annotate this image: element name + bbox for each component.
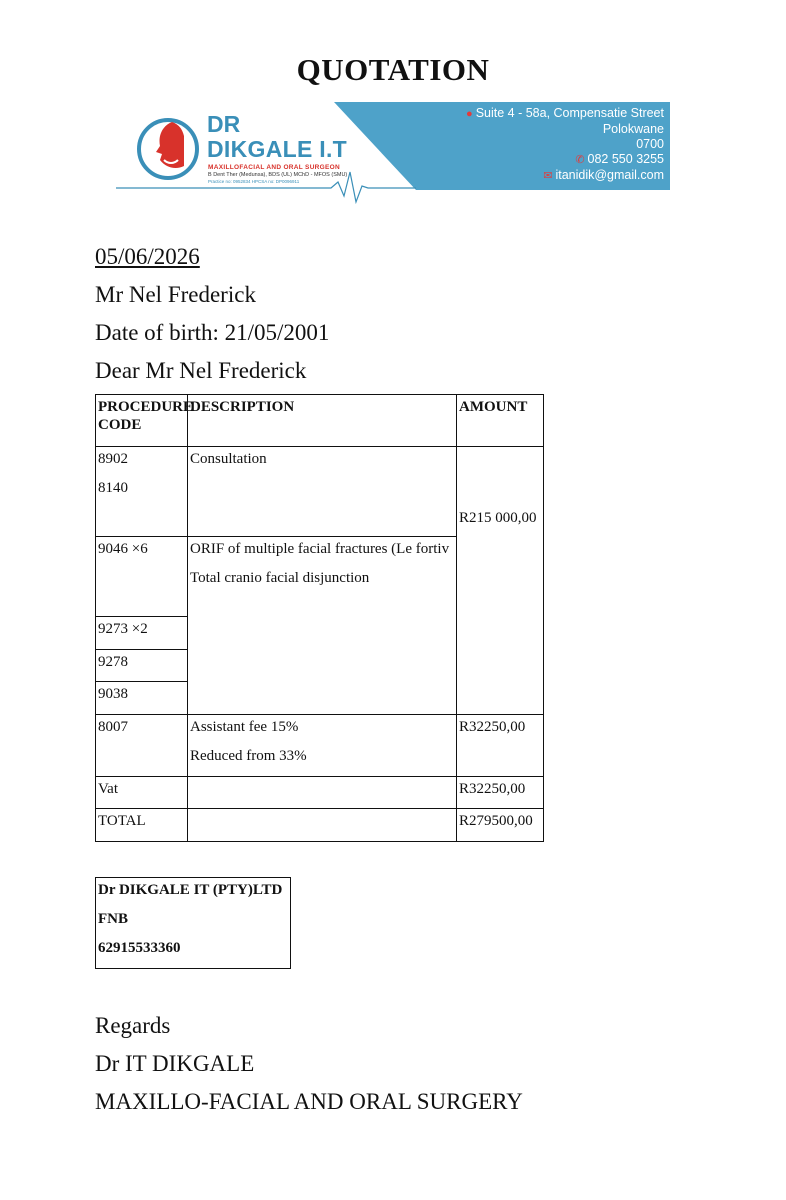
description-cell: [188, 537, 457, 715]
patient-name: Mr Nel Frederick: [95, 282, 256, 307]
empty-cell: [188, 777, 457, 809]
address-line-3: 0700: [636, 137, 664, 151]
procedure-code-cell: 9038: [96, 682, 188, 715]
bank-name: FNB: [98, 911, 128, 927]
letterhead-contact: [466, 106, 664, 184]
procedure-code-cell: 9273 ×2: [96, 617, 188, 650]
closing-regards: Regards: [95, 1013, 171, 1038]
quote-date: 05/06/2026: [95, 244, 200, 269]
letterhead-registration: Practice no: 0952834 HPCSA no: DP0096911: [208, 179, 300, 184]
description-line: Assistant fee 15%: [190, 719, 299, 735]
phone-icon: ✆: [575, 154, 585, 166]
phone-number: 082 550 3255: [587, 152, 664, 166]
description-line: Total cranio facial disjunction: [190, 570, 370, 586]
description-cell: Consultation: [188, 447, 457, 537]
vat-row: [96, 777, 544, 809]
document-title: QUOTATION: [296, 52, 490, 87]
location-pin-icon: ●: [466, 108, 473, 120]
letterhead-specialty: MAXILLOFACIAL AND ORAL SURGEON: [208, 164, 341, 171]
header-procedure-code: PROCEDURE CODE: [96, 395, 188, 447]
total-row: [96, 809, 544, 842]
empty-cell: [188, 809, 457, 842]
total-amount: R279500,00: [457, 809, 544, 842]
vat-label: Vat: [96, 777, 188, 809]
description-cell: [188, 715, 457, 777]
procedure-code: 8140: [98, 480, 128, 496]
header-description: DESCRIPTION: [188, 395, 457, 447]
procedure-code: 8902: [98, 451, 128, 467]
email-address[interactable]: itanidik@gmail.com: [555, 168, 664, 182]
address-line-1: Suite 4 - 58a, Compensatie Street: [475, 106, 664, 120]
table-row: [96, 447, 544, 537]
table-header-row: [96, 395, 544, 447]
procedure-code-cell: [96, 447, 188, 537]
letterhead: [116, 102, 670, 206]
letterhead-doctor-name: DIKGALE I.T: [207, 136, 348, 162]
procedure-code-cell: 8007: [96, 715, 188, 777]
signatory-name: Dr IT DIKGALE: [95, 1051, 255, 1076]
total-label: TOTAL: [96, 809, 188, 842]
letterhead-qualifications: B Dent Ther (Medunsa), BDS (UL) MChD - MFOS (SMU): [208, 172, 348, 178]
description-line: Reduced from 33%: [190, 748, 307, 764]
bank-details-box: [95, 877, 291, 969]
face-profile-logo-icon: [136, 116, 200, 182]
envelope-icon: ✉: [543, 170, 553, 182]
amount-cell: R32250,00: [457, 715, 544, 777]
letterhead-title-dr: DR: [207, 111, 241, 137]
vat-amount: R32250,00: [457, 777, 544, 809]
signatory-department: MAXILLO-FACIAL AND ORAL SURGERY: [95, 1089, 523, 1114]
salutation: Dear Mr Nel Frederick: [95, 358, 307, 383]
quotation-table: [95, 394, 544, 842]
description-line: ORIF of multiple facial fractures (Le fortiv: [190, 541, 450, 557]
procedure-code-cell: 9278: [96, 650, 188, 682]
table-row: [96, 715, 544, 777]
procedure-code-cell: 9046 ×6: [96, 537, 188, 617]
amount-cell: R215 000,00: [457, 447, 544, 715]
header-amount: AMOUNT: [457, 395, 544, 447]
bank-account-name: Dr DIKGALE IT (PTY)LTD: [98, 882, 283, 898]
patient-date-of-birth: Date of birth: 21/05/2001: [95, 320, 330, 345]
bank-account-number: 62915533360: [98, 940, 181, 956]
address-line-2: Polokwane: [602, 122, 664, 136]
